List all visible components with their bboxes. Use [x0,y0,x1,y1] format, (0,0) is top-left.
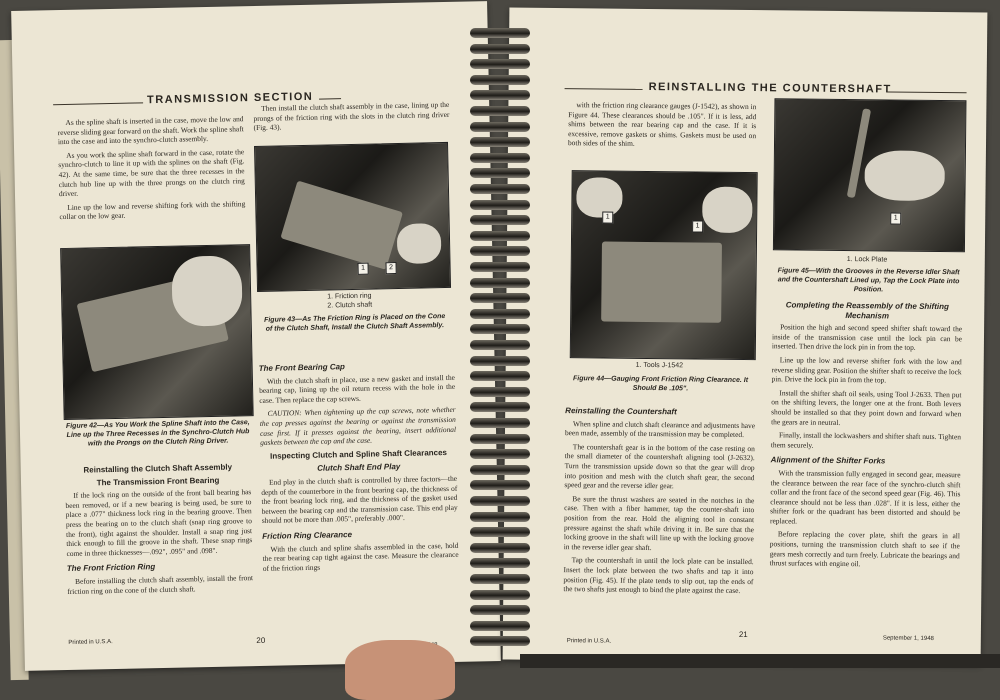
callout-tag-1: 1 [602,211,613,223]
spiral-coil [470,465,530,475]
spiral-coil [470,28,530,38]
spiral-coil [470,605,530,615]
footer-left: Printed in U.S.A. [68,639,113,646]
spiral-coil [470,153,530,163]
spiral-coil [470,434,530,444]
spiral-coil [470,449,530,459]
spiral-binding [470,20,530,670]
header-rule-left [565,88,643,90]
paragraph: The countershaft gear is in the bottom of the case resting on the small diameter of the countershaft aligning tool (J-2632). Turn the transmission upside down so that the gear will drop into position and mesh with the clutch shaft gear, the second speed gear and the reverse idler gear. [564,441,755,491]
hand-shape [171,255,242,326]
left-column-1 [57,114,245,226]
callout-tag-1: 1 [890,213,901,225]
callout-tag-1b: 1 [692,220,703,232]
subheading: Completing the Reassembly of the Shifting Mechanism [785,300,949,321]
paragraph: With the transmission fully engaged in second gear, measure the clearance between the rear face of the synchro-clutch shift collar and the front face of the second speed gear (Fig. 46). This clearance should not be less than .028". If it is less, either the shifter fork or the quadrant has been distorted and should be replaced. [770,468,961,526]
spiral-coil [470,278,530,288]
spiral-coil [470,496,530,506]
spiral-coil [470,543,530,553]
subheading: Friction Ring Clearance [262,529,353,541]
spiral-coil [470,75,530,85]
subheading: Reinstalling the Countershaft [565,406,677,417]
paragraph: With the clutch and spline shafts assembled in the case, hold the rear bearing cap tight against the case. Measure the clearance of the friction rings [262,540,459,573]
thumb [345,640,455,700]
pencil-object [520,654,1000,668]
right-page-header: REINSTALLING THE COUNTERSHAFT [648,80,892,96]
subheading: The Front Bearing Cap [258,362,345,373]
spiral-coil [470,293,530,303]
spiral-coil [470,356,530,366]
spiral-coil [470,168,530,178]
spiral-coil [470,262,530,272]
spiral-coil [470,418,530,428]
paragraph: Finally, install the lockwashers and shifter shaft nuts. Tighten them securely. [770,430,962,450]
figure-43-legend [327,292,372,311]
page-number: 21 [738,629,748,640]
subheading: Clutch Shaft End Play [317,462,401,474]
spiral-coil [470,59,530,69]
spiral-coil [470,387,530,397]
spiral-coil [470,44,530,54]
spiral-coil [470,246,530,256]
footer-left: Printed in U.S.A. [566,638,612,645]
figure-42-caption: Figure 42—As You Work the Spline Shaft into the Case, Line up the Three Recesses in the Synchro-Clutch Hub with the Prongs on the Clutch Ring Driver. [65,419,250,448]
figure-43-photo [254,142,451,292]
spiral-coil [470,90,530,100]
figure-45-caption: Figure 45—With the Grooves in the Reverse Idler Shaft and the Countershaft Lined up, Tap the Lock Plate into Position. [777,267,960,294]
spiral-coil [470,512,530,522]
paragraph: If the lock ring on the outside of the front ball bearing has been removed, or if a new bearing is being used, be sure to place a .077" thickness lock ring in the bearing groove. Then press the bearing on to the clutch shaft (snap ring groove to the front), tight against the shoulder. Install a snap ring just thick enough to fill the groove in the shaft. These snap rings come in three thicknesses—.092", .095" and .098". [65,487,253,558]
spiral-coil [470,215,530,225]
footer-date: September 1, 1948 [882,635,934,642]
paragraph: As you work the spline shaft forward in the case, rotate the synchro-clutch to line it up with the splines on the shaft (Fig. 42). At the same time, be sure that the three recesses in the clutch hub line up with the three prongs on the clutch ring driver. [58,146,245,199]
paragraph: Line up the low and reverse shifting fork with the shifting collar on the low gear. [59,198,246,222]
right-column-2 [770,294,963,574]
spiral-coil [470,621,530,631]
figure-45-photo [773,98,967,252]
paragraph: Then install the clutch shaft assembly in the case, lining up the prongs of the friction ring with the slots in the clutch ring driver (Fig. 43). [253,99,450,133]
subheading: The Front Friction Ring [66,562,156,574]
figure-42-photo [60,244,254,420]
subheading: Alignment of the Shifter Forks [770,455,886,466]
header-rule-right [887,91,967,93]
right-column-1-lower [563,400,755,600]
spiral-coil [470,340,530,350]
spiral-coil [470,402,530,412]
spiral-coil [470,137,530,147]
spiral-coil [470,324,530,334]
right-page [503,8,988,665]
spiral-coil [470,106,530,116]
spiral-coil [470,558,530,568]
hand-shape [576,177,622,217]
paragraph: with the friction ring clearance gauges (J-1542), as shown in Figure 44. These clearances should be .105". If it is less, add shims between the rear bearing cap and the case. If it is excessive, remove gaskets or shims. Gaskets must be used on both sides of the shim. [567,100,757,149]
caution-note: CAUTION: When tightening up the cap screws, note whether the cap presses against the bearing or against the transmission case first. If it presses against the bearing, insert additional gaskets between the cap and the case. [259,405,457,448]
spiral-coil [470,590,530,600]
paragraph: Position the high and second speed shifter shaft toward the inside of the transmission case until the lock pin can be inserted. Then drive the lock pin in from the top. [771,322,963,353]
header-rule-left [53,102,143,105]
spiral-coil [470,309,530,319]
subheading: The Transmission Front Bearing [96,475,220,487]
callout-tag-2: 2 [385,262,396,274]
spiral-coil [470,636,530,646]
spiral-coil [470,527,530,537]
hand-shape [702,187,752,234]
spiral-coil [470,574,530,584]
subheading: Reinstalling the Clutch Shaft Assembly [83,462,233,475]
paragraph: With the clutch shaft in place, use a new gasket and install the bearing cap, lining up the oil return recess with the hole in the case. Then replace the cap screws. [259,372,456,405]
left-page-header: TRANSMISSION SECTION [146,90,314,107]
paragraph: Install the shifter shaft oil seals, using Tool J-2633. Then put on the shifting levers, the longer one at the front. Both levers should be installed so that they point down and forward when the gears are in neutral. [771,388,962,427]
paragraph: End play in the clutch shaft is controlled by three factors—the depth of the counterbore in the front bearing cap, the thickness of the front bearing lock ring, and the thickness of the gasket used between the bearing cap and the transmission case. This end play should not be more than .005", preferably .000". [261,473,458,526]
gearbox-shape [601,241,722,322]
paragraph: When spline and clutch shaft clearance and adjustments have been made, assembly of the transmission may be completed. [564,418,756,440]
spiral-coil [470,184,530,194]
left-page [11,1,501,671]
hand-shape [397,223,442,264]
paragraph: Before replacing the cover plate, shift the gears in all positions, turning the transmission clutch shaft to see if the gears mesh correctly and turn freely. Lubricate the bearings and thrust surfaces with engine oil. [769,529,960,569]
left-column-1-lower [65,458,254,600]
spiral-coil [470,231,530,241]
hand-shape [864,150,945,201]
shaft-shape [280,181,403,270]
spiral-coil [470,480,530,490]
spiral-coil [470,200,530,210]
paragraph: As the spline shaft is inserted in the case, move the low and reverse sliding gear forward on the shaft. Work the spline shaft into the case and into the synchro-clutch assembly. [57,114,244,147]
figure-43-caption: Figure 43—As The Friction Ring is Placed on the Cone of the Clutch Shaft, Install the Clutch Shaft Assembly. [263,313,446,333]
left-column-2 [253,100,450,137]
spiral-coil [470,371,530,381]
paragraph: Line up the low and reverse shifter fork with the low and reverse sliding gear. Position the shifter shaft to receive the lock pin. Drive the lock pin in from the top. [771,355,962,385]
right-column-1 [568,100,757,154]
figure-44-legend: 1. Tools J-1542 [635,361,684,370]
left-column-2-lower [258,354,459,577]
subheading: Inspecting Clutch and Spline Shaft Clearances [269,447,448,461]
spiral-coil [470,122,530,132]
header-rule-right [319,98,341,99]
paragraph: Before installing the clutch shaft assembly, install the front friction ring on the cone of the clutch shaft. [67,573,254,596]
paragraph: Tap the countershaft in until the lock plate can be installed. Insert the lock plate between the two shafts and tap it into position (Fig. 45). If the plate tends to slip out, tap the ends of the two shafts just enough to bind the plate against the case. [563,555,754,596]
legend-item: 2. Clutch shaft [327,301,373,310]
paragraph: Be sure the thrust washers are seated in the notches in the case. Then with a fiber hammer, tap the counter-shaft into position from the rear. Hold the aligning tool in constant pressure against the shaft while driving it in. Be sure that the locking groove in the shaft will line up with the locking groove in the reverse idler gear shaft. [563,493,755,552]
page-number: 20 [256,635,266,646]
legend-item: 1. Friction ring [327,292,372,301]
callout-tag-1: 1 [357,263,368,275]
figure-45-legend: 1. Lock Plate [846,256,888,264]
figure-44-photo [570,170,758,360]
figure-44-caption: Figure 44—Gauging Front Friction Ring Clearance. It Should Be .105". [572,375,749,393]
